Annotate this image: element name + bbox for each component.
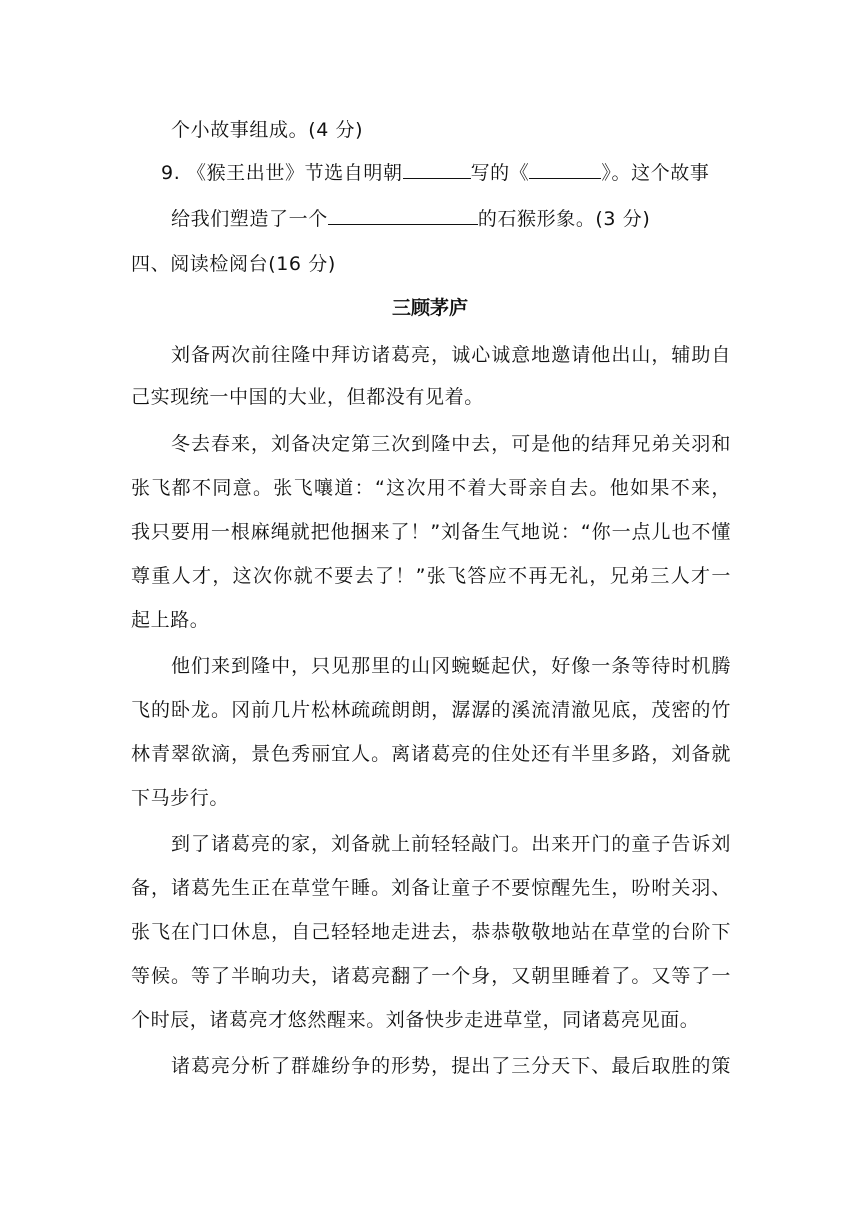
passage-line: 备，诸葛先生正在草堂午睡。刘备让童子不要惊醒先生，吩咐关羽、 — [131, 877, 731, 899]
passage-title: 三顾茅庐 — [391, 297, 468, 319]
question-9-number: 9. — [161, 162, 181, 184]
image-description-blank[interactable] — [328, 204, 478, 225]
question-9-line-1 — [161, 158, 731, 188]
question-9-text-a: 《猴王出世》节选自明朝 — [186, 162, 403, 184]
question-9-text-e: 的石猴形象。(3 分) — [477, 208, 651, 230]
passage-line: 张飞在门口休息，自己轻轻地走进去，恭恭敬敬地站在草堂的台阶下 — [131, 921, 731, 943]
author-blank[interactable] — [403, 158, 471, 179]
question-9-text-d: 给我们塑造了一个 — [171, 208, 328, 230]
passage-line: 张飞都不同意。张飞嚷道：“这次用不着大哥亲自去。他如果不来， — [131, 477, 731, 499]
question-9-text-b: 写的《 — [470, 162, 530, 184]
passage-line: 我只要用一根麻绳就把他捆来了！”刘备生气地说：“你一点儿也不懂 — [131, 521, 731, 543]
passage-line: 飞的卧龙。冈前几片松林疏疏朗朗，潺潺的溪流清澈见底，茂密的竹 — [131, 699, 731, 721]
passage-line: 尊重人才，这次你就不要去了！”张飞答应不再无礼，兄弟三人才一 — [131, 565, 731, 587]
question-9-line-2 — [171, 204, 771, 234]
passage-line: 诸葛亮分析了群雄纷争的形势，提出了三分天下、最后取胜的策 — [171, 1055, 731, 1077]
passage-line: 他们来到隆中，只见那里的山冈蜿蜒起伏，好像一条等待时机腾 — [171, 655, 731, 677]
question-8-tail: 个小故事组成。(4 分) — [171, 119, 364, 141]
passage-line: 林青翠欲滴，景色秀丽宜人。离诸葛亮的住处还有半里多路，刘备就 — [131, 743, 731, 765]
book-title-blank[interactable] — [529, 158, 601, 179]
section-4-heading: 四、阅读检阅台(16 分) — [131, 253, 336, 275]
passage-line: 个时辰，诸葛亮才悠然醒来。刘备快步走进草堂，同诸葛亮见面。 — [131, 1009, 700, 1031]
passage-line: 刘备两次前往隆中拜访诸葛亮，诚心诚意地邀请他出山，辅助自 — [171, 344, 731, 366]
passage-line: 下马步行。 — [131, 787, 230, 809]
passage-line: 己实现统一中国的大业，但都没有见着。 — [131, 386, 484, 408]
passage-line: 冬去春来，刘备决定第三次到隆中去，可是他的结拜兄弟关羽和 — [171, 433, 731, 455]
passage-line: 到了诸葛亮的家，刘备就上前轻轻敲门。出来开门的童子告诉刘 — [171, 833, 731, 855]
question-9-text-c: 》。这个故事 — [601, 162, 710, 184]
passage-line: 等候。等了半晌功夫，诸葛亮翻了一个身，又朝里睡着了。又等了一 — [131, 965, 731, 987]
passage-line: 起上路。 — [131, 609, 210, 631]
